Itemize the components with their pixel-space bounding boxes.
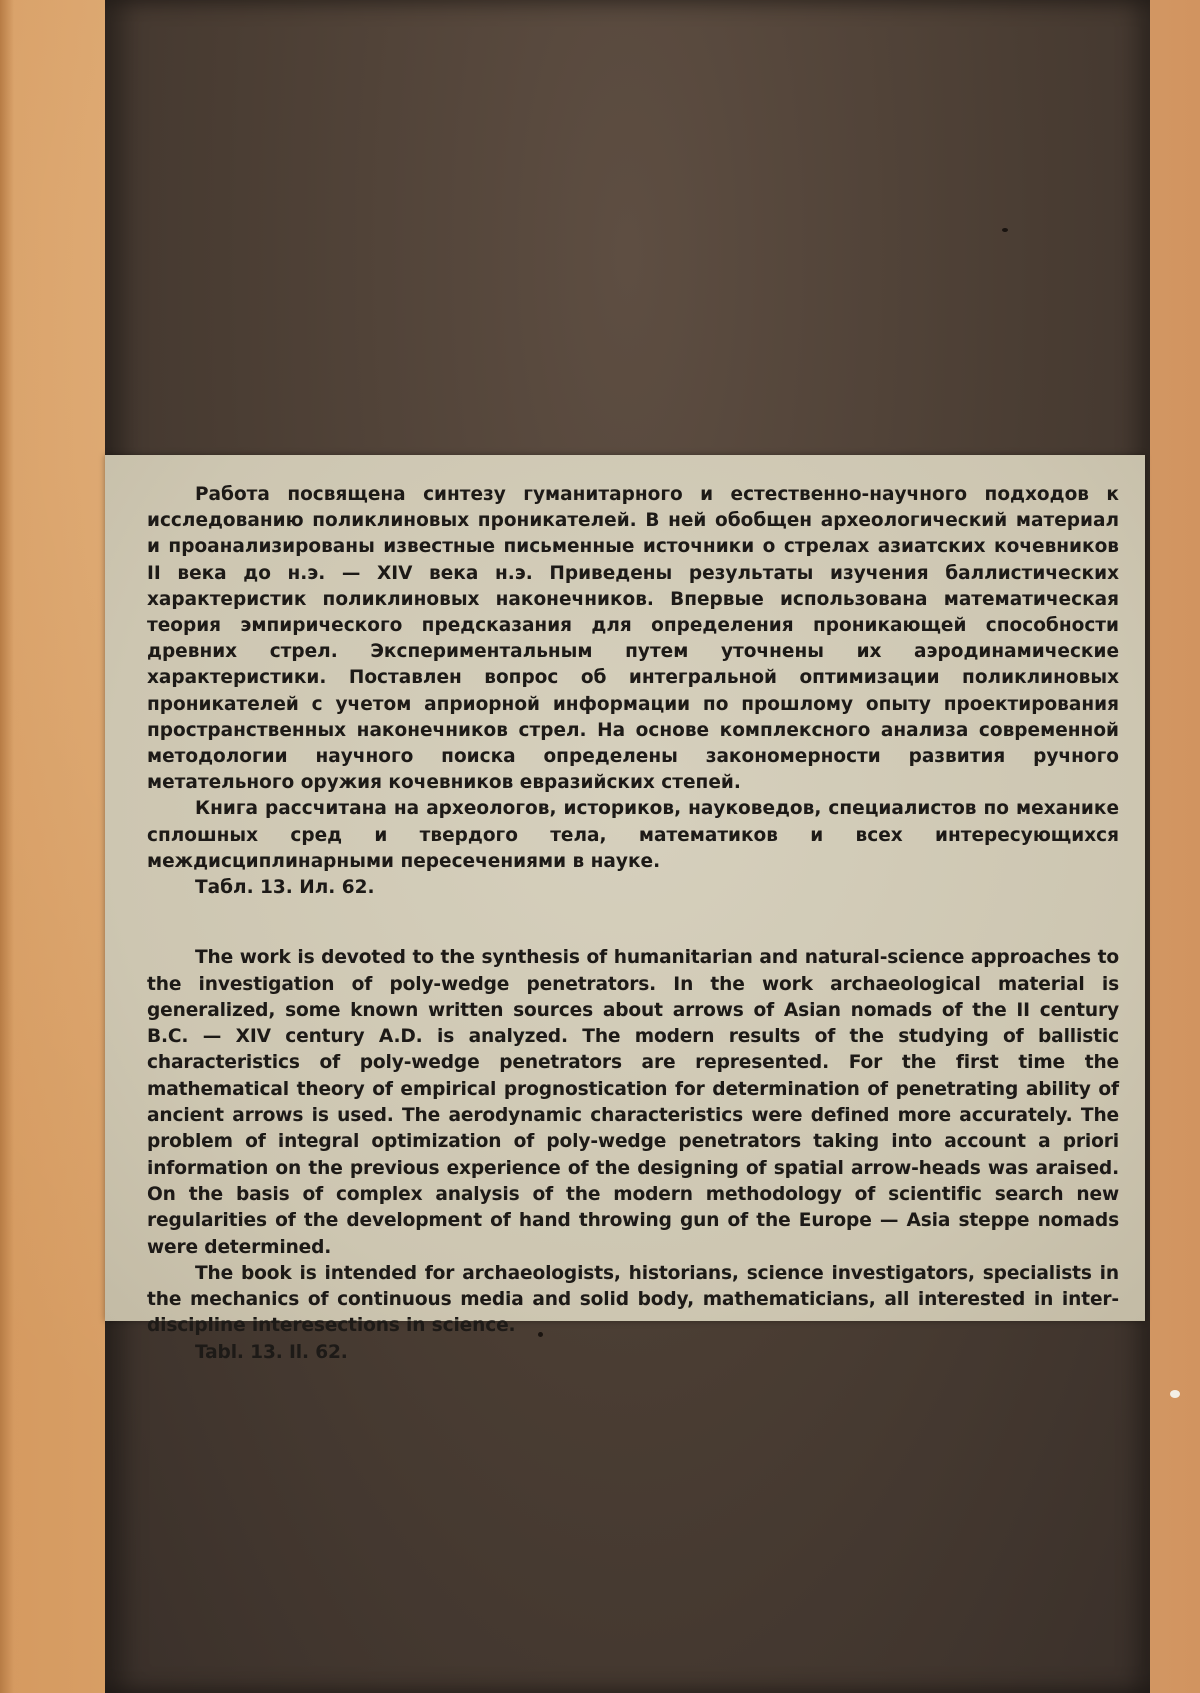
russian-paragraph-2: Книга рассчитана на археологов, историков, науковедов, специалистов по механике сплошных сред и твердого тела, математиков и всех интересующихся междисциплинарными пересечениями в науке. [147, 798, 1119, 872]
english-paragraph-2: The book is intended for archaeologists, historians, science investigators, specialists in the mechanics of continuous media and solid body, mathematicians, all interested in inter-discipline interesections in science. [147, 1262, 1119, 1337]
annotation-label [105, 455, 1145, 1363]
russian-tables-illustrations: Табл. 13. Ил. 62. [195, 877, 375, 899]
russian-paragraph-1: Работа посвящена синтезу гуманитарного и естественно-научного подходов к исследованию поликлиновых проникателей. В ней обобщен археологический материал и проанализированы известные письменные источники о стрелах азиатских кочевников II века до н.э. — XIV века н.э. Приведены результаты изучения баллистических характеристик поликлиновых наконечников. Впервые использована математическая теория эмпирического предсказания для определения проникающей способности древних стрел. Экспериментальным путем уточнены их аэродинамические характеристики. Поставлен вопрос об интегральной оптимизации поликлиновых проникателей с учетом априорной информации по прошлому опыту проектирования пространственных наконечников стрел. На основе комплексного анализа современной методологии научного поиска определены закономерности развития ручного метательного оружия кочевников евразийских степей. [147, 484, 1119, 794]
english-annotation [147, 945, 1119, 1366]
speck [1002, 228, 1008, 232]
speck [1170, 1390, 1180, 1398]
cover-edge [0, 0, 14, 1693]
english-tables-illustrations: Tabl. 13. Il. 62. [195, 1341, 348, 1363]
english-paragraph-1: The work is devoted to the synthesis of humanitarian and natural-science approaches to the investigation of poly-wedge penetrators. In the work archaeological material is generalized, some known written sources about arrows of Asian nomads of the II century B.C. — XIV century A.D. is analyzed. The modern results of the studying of ballistic characteristics of poly-wedge penetrators are represented. For the first time the mathematical theory of empirical prognostication for determination of penetrating ability of ancient arrows is used. The aerodynamic characteristics were defined more accurately. The problem of integral optimization of poly-wedge penetrators taking into account a priori information on the previous experience of the designing of spatial arrow-heads was araised. On the basis of complex analysis of the modern methodology of scientific search new regularities of the development of hand throwing gun of the Europe — Asia steppe nomads were determined. [147, 947, 1119, 1258]
russian-annotation [147, 482, 1119, 901]
